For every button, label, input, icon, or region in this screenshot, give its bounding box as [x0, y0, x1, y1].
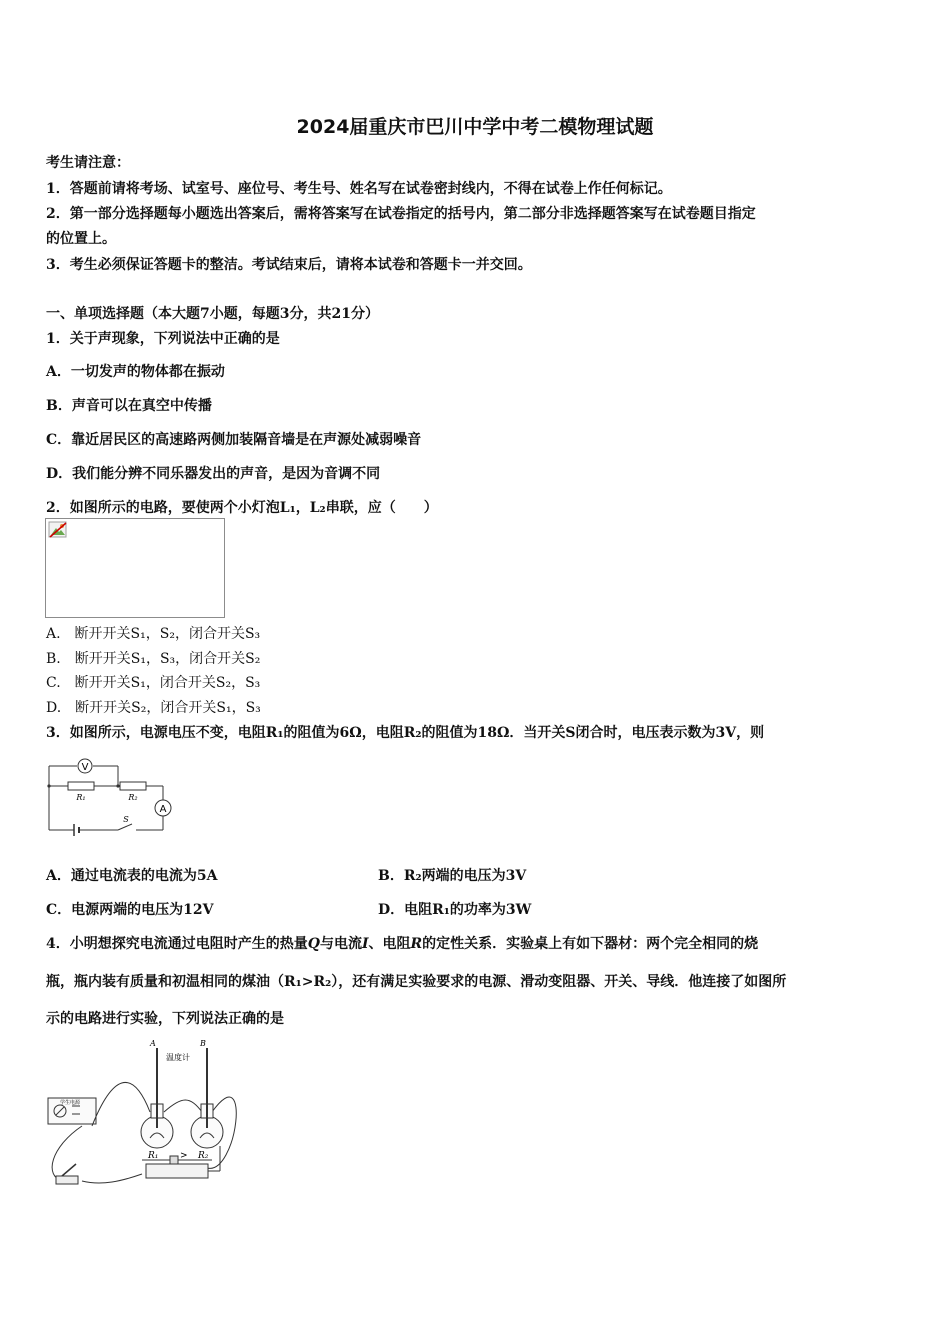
question-4-line-3: 示的电路进行实验，下列说法正确的是: [46, 1011, 284, 1027]
question-3-option-d: D．电阻R₁的功率为3W: [378, 902, 532, 918]
question-3-option-b: B．R₂两端的电压为3V: [378, 868, 527, 884]
question-3-option-c: C．电源两端的电压为12V: [46, 902, 214, 918]
notice-line: 1．答题前请将考场、试室号、座位号、考生号、姓名写在试卷密封线内，不得在试卷上作任何标记。: [46, 181, 672, 197]
thermometer-label: 温度计: [166, 1053, 190, 1062]
question-2-option-b: B. 断开开关S₁，S₃，闭合开关S₂: [46, 651, 261, 667]
question-2-option-d: D. 断开开关S₂，闭合开关S₁，S₃: [46, 700, 261, 716]
label-b: B: [200, 1039, 206, 1048]
label-a: A: [150, 1039, 156, 1048]
question-3-stem: 3．如图所示，电源电压不变，电阻R₁的阻值为6Ω，电阻R₂的阻值为18Ω．当开关S闭合时，电压表示数为3V，则: [46, 725, 765, 741]
notice-heading: 考生请注意：: [46, 155, 130, 171]
question-4-line-2: 瓶，瓶内装有质量和初温相同的煤油（R₁>R₂），还有满足实验要求的电源、滑动变阻器、开关、导线．他连接了如图所: [46, 974, 787, 990]
question-1-option-c: C．靠近居民区的高速路两侧加装隔音墙是在声源处减弱噪音: [46, 432, 422, 448]
power-supply-label: 学生电源: [60, 1100, 81, 1106]
broken-image-icon: [48, 521, 68, 539]
page-title: 2024届重庆市巴川中学中考二模物理试题: [296, 116, 654, 138]
notice-line: 3．考生必须保证答题卡的整洁。考试结束后，请将本试卷和答题卡一并交回。: [46, 257, 532, 273]
ammeter-label: A: [159, 804, 167, 815]
r1-label: R₁: [76, 793, 86, 802]
question-2-stem: 2．如图所示的电路，要使两个小灯泡L₁，L₂串联，应（ ）: [46, 500, 438, 516]
question-3-option-a: A．通过电流表的电流为5A: [46, 868, 218, 884]
flask-r2-label: R₂: [198, 1151, 209, 1161]
greater-than-label: >: [180, 1151, 188, 1161]
voltmeter-label: V: [81, 762, 89, 773]
question-4-experiment-diagram: [42, 1036, 242, 1196]
r2-label: R₂: [128, 793, 138, 802]
section-heading: 一、单项选择题（本大题7小题，每题3分，共21分）: [46, 306, 379, 322]
question-3-circuit-diagram: [46, 752, 174, 840]
question-1-option-d: D．我们能分辨不同乐器发出的声音，是因为音调不同: [46, 466, 381, 482]
flask-r1-label: R₁: [148, 1151, 159, 1161]
notice-line: 2．第一部分选择题每小题选出答案后，需将答案写在试卷指定的括号内，第二部分非选择题答案写在试卷题目指定: [46, 206, 756, 222]
question-4-line-1: 4．小明想探究电流通过电阻时产生的热量Q与电流I、电阻R的定性关系．实验桌上有如下器材：两个完全相同的烧: [46, 936, 759, 952]
question-1-option-b: B．声音可以在真空中传播: [46, 398, 212, 414]
switch-label: S: [123, 815, 129, 824]
question-2-option-c: C. 断开开关S₁，闭合开关S₂，S₃: [46, 675, 261, 691]
question-1-stem: 1．关于声现象，下列说法中正确的是: [46, 331, 280, 347]
question-2-option-a: A. 断开开关S₁，S₂，闭合开关S₃: [46, 626, 261, 642]
question-1-option-a: A．一切发声的物体都在振动: [46, 364, 225, 380]
question-2-figure-placeholder: [45, 518, 225, 618]
notice-line: 的位置上。: [46, 231, 116, 247]
